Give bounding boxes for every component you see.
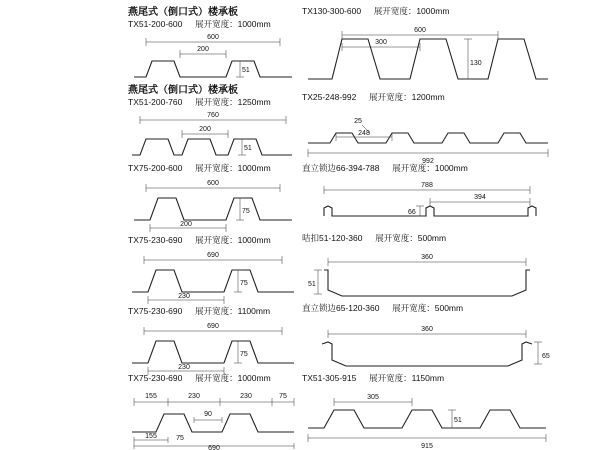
figure [302,103,552,165]
model: TX51-200-760 [128,97,183,107]
block-lock65-120-360 [302,303,552,376]
dim-394: 394 [474,194,486,201]
model: TX51-305-915 [302,373,357,383]
dim-230-b: 230 [240,393,252,400]
model: 直立锁边65-120-360 [302,303,380,313]
dim-360: 360 [421,326,433,333]
figure [302,384,552,450]
model-line [128,235,298,246]
dim-915: 915 [421,443,433,450]
dim-690: 690 [207,252,219,259]
block-tx75-230-690a [128,235,298,304]
dim-75: 75 [240,351,248,358]
dim-230: 230 [178,293,190,300]
figure [302,314,552,376]
dim-248: 248 [358,130,370,137]
dim-155-top: 155 [145,393,157,400]
dim-992: 992 [422,158,434,165]
dim-300: 300 [375,39,387,46]
figure [128,174,298,232]
dim-600: 600 [414,27,426,34]
figure [302,244,552,306]
heading: 燕尾式（倒口式）楼承板 [128,85,238,96]
dim-200: 200 [199,126,211,133]
model-line [302,233,552,244]
dim-75-bot: 75 [176,435,184,442]
dim-75: 75 [242,208,250,215]
dim-65: 65 [542,353,550,360]
width-label: 展开宽度：1250mm [195,97,271,107]
dim-51: 51 [242,67,250,74]
figure [128,317,298,375]
block-lock66-394-788 [302,163,552,232]
block-tx51-200-600 [128,6,298,86]
width-label: 展开宽度：1000mm [195,19,271,29]
block-tx75-230-690c [128,373,298,450]
block-tx51-200-760 [128,84,298,164]
width-label: 展开宽度：1150mm [369,373,445,383]
width-label: 展开宽度：500mm [392,303,464,313]
block-tx75-230-690b [128,306,298,375]
model: TX75-200-600 [128,163,183,173]
dim-230-a: 230 [188,393,200,400]
width-label: 展开宽度：1000mm [195,373,271,383]
model-line [302,373,552,384]
width-label: 展开宽度：1000mm [195,163,271,173]
block-ka51-120-360 [302,233,552,306]
figure [128,30,298,86]
width-label: 展开宽度：1000mm [392,163,468,173]
model-line [302,163,552,174]
model-line [128,373,298,384]
width-label: 展开宽度：500mm [375,233,447,243]
heading: 燕尾式（倒口式）楼承板 [128,7,238,18]
dim-600: 600 [207,180,219,187]
dim-200: 200 [197,46,209,53]
dim-305: 305 [367,394,379,401]
dim-690: 690 [208,445,220,450]
width-label: 展开宽度：1000mm [195,235,271,245]
dim-66: 66 [408,209,416,216]
model-line [302,92,552,103]
model-line [128,163,298,174]
model: TX25-248-992 [302,92,357,102]
model-line [128,19,298,30]
dim-760: 760 [207,112,219,119]
dim-690: 690 [207,323,219,330]
model: TX51-200-600 [128,19,183,29]
dim-90: 90 [204,411,212,418]
figure [128,246,298,304]
dim-130: 130 [470,60,482,67]
model: 直立锁边66-394-788 [302,163,380,173]
model: TX75-230-690 [128,235,183,245]
dim-600: 600 [207,34,219,41]
dim-200: 200 [180,221,192,228]
block-tx130-300-600 [302,6,552,91]
figure [128,108,298,164]
dim-230: 230 [178,364,190,371]
dim-51: 51 [244,145,252,152]
block-tx75-200-600 [128,163,298,232]
dim-51: 51 [454,417,462,424]
model-line [128,306,298,317]
dim-360: 360 [421,254,433,261]
dim-75-top: 75 [279,393,287,400]
model-line [302,6,552,17]
model: TX130-300-600 [302,6,362,16]
dim-25: 25 [354,118,362,125]
model: TX75-230-690 [128,306,183,316]
width-label: 展开宽度：1100mm [195,306,271,316]
model: 咭扣51-120-360 [302,233,363,243]
figure [302,17,552,91]
width-label: 展开宽度：1200mm [369,92,445,102]
block-tx25-248-992 [302,92,552,165]
model: TX75-230-690 [128,373,183,383]
dim-155-bot: 155 [145,433,157,440]
width-label: 展开宽度：1000mm [373,6,450,16]
figure [128,384,298,450]
block-tx51-305-915 [302,373,552,450]
dim-75: 75 [240,280,248,287]
dim-51: 51 [308,281,316,288]
figure [302,174,552,232]
model-line [302,303,552,314]
model-line [128,97,298,108]
dim-788: 788 [421,182,433,189]
